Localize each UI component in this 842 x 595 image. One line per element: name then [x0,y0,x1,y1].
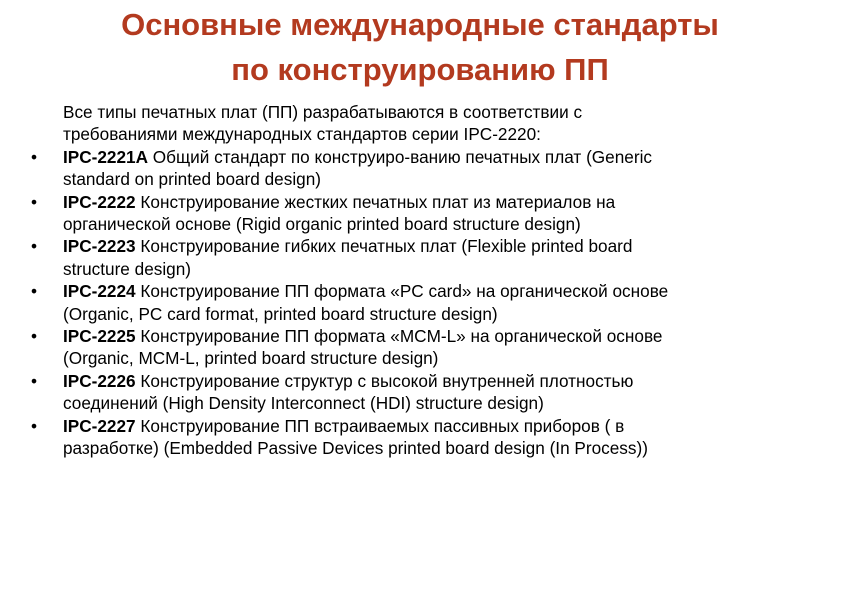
list-item-ipc-2223 [28,235,818,280]
intro-line-1: Все типы печатных плат (ПП) разрабатываются в соответствии с [63,102,583,122]
list-item-ipc-2221a [28,146,818,191]
item-text-line-2: (Organic, PC card format, printed board structure design) [63,303,498,324]
list-item-ipc-2224 [28,280,818,325]
standard-code: IPC-2227 [63,415,136,436]
intro-line-2: требованиями международных стандартов серии IPC-2220: [63,124,541,145]
item-text-line-1: Конструирование жестких печатных плат из материалов на [135,191,616,212]
title-line-1: Основные международные стандарты [121,7,719,42]
item-text-line-2: соединений (High Density Interconnect (HDI) structure design) [63,393,544,414]
list-item-ipc-2225 [28,325,818,370]
intro-paragraph [28,101,818,146]
list-item-ipc-2227 [28,415,818,460]
page-title [40,2,800,92]
item-text-line-2: органической основе (Rigid organic printed board structure design) [63,214,581,235]
bullet-icon: • [30,281,38,302]
item-text-line-2: standard on printed board design) [63,169,321,190]
standard-code: IPC-2224 [63,281,136,302]
list-item-ipc-2226 [28,370,818,415]
standard-code: IPC-2226 [63,370,136,391]
bullet-icon: • [30,326,38,347]
standard-code: IPC-2221A [63,146,149,167]
item-text-line-1: Конструирование ПП формата «PC card» на органической основе [135,281,669,302]
item-text-line-2: structure design) [63,258,192,279]
standard-code: IPC-2225 [63,326,136,347]
item-text-line-1: Конструирование ПП встраиваемых пассивных приборов ( в [135,415,625,436]
item-text-line-1: Конструирование гибких печатных плат (Flexible printed board [135,236,633,257]
list-item-ipc-2222 [28,191,818,236]
standard-code: IPC-2222 [63,191,136,212]
standards-list [28,101,818,460]
bullet-icon: • [30,191,38,212]
item-text-line-1: Конструирование ПП формата «MCM-L» на органической основе [135,326,663,347]
item-text-line-2: разработке) (Embedded Passive Devices printed board design (In Process)) [63,438,648,459]
item-text-line-1: Конструирование структур с высокой внутренней плотностью [135,370,634,391]
bullet-icon: • [30,146,38,167]
bullet-icon: • [30,236,38,257]
bullet-icon: • [30,370,38,391]
bullet-icon: • [30,415,38,436]
title-line-2: по конструированию ПП [231,52,609,87]
standard-code: IPC-2223 [63,236,136,257]
item-text-line-2: (Organic, MCM-L, printed board structure design) [63,348,439,369]
item-text-line-1: Общий стандарт по конструиро-ванию печатных плат (Generic [148,146,652,167]
